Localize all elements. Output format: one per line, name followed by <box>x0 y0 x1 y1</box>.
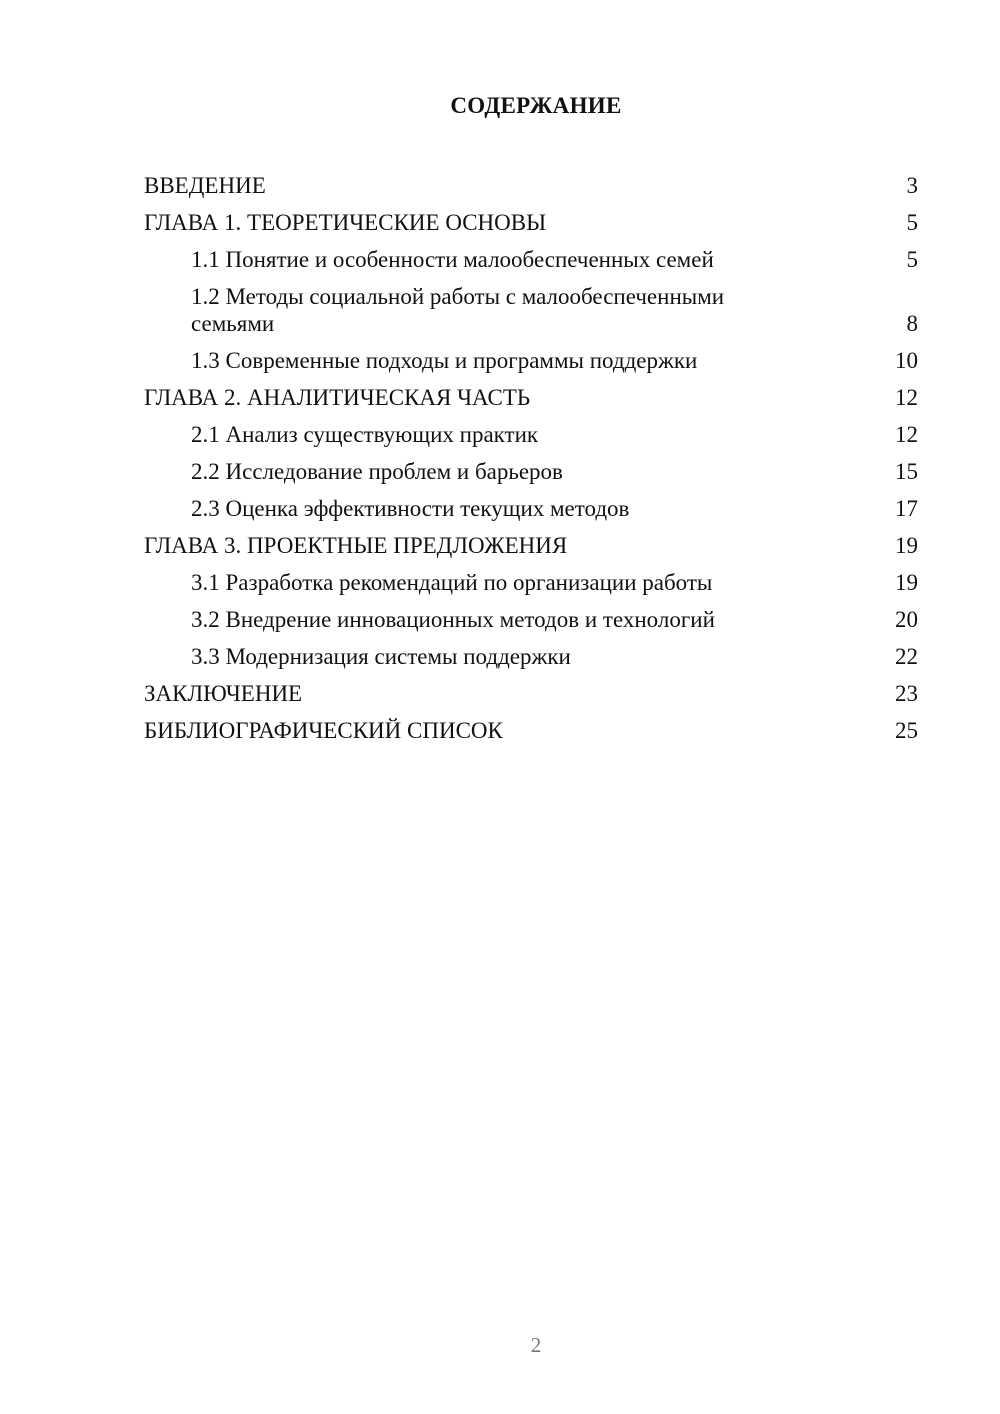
table-of-contents <box>144 167 918 749</box>
toc-entry-page: 25 <box>895 718 918 743</box>
toc-entry-page: 23 <box>895 681 918 706</box>
toc-entry-label: ГЛАВА 2. АНАЛИТИЧЕСКАЯ ЧАСТЬ <box>144 385 531 410</box>
toc-entry-section-1-3[interactable] <box>144 342 918 379</box>
toc-entry-section-1-2[interactable] <box>144 278 918 342</box>
page-title: СОДЕРЖАНИЕ <box>450 93 622 118</box>
toc-entry-section-2-1[interactable] <box>144 416 918 453</box>
toc-entry-page: 3 <box>906 173 918 198</box>
toc-entry-page: 5 <box>906 210 918 235</box>
toc-entry-chapter-2[interactable] <box>144 379 918 416</box>
toc-entry-section-3-3[interactable] <box>144 638 918 675</box>
toc-entry-page: 22 <box>895 644 918 669</box>
toc-entry-label: 3.1 Разработка рекомендаций по организации работы <box>191 570 713 595</box>
toc-entry-bibliography[interactable] <box>144 712 918 749</box>
toc-entry-section-2-3[interactable] <box>144 490 918 527</box>
toc-entry-chapter-1[interactable] <box>144 204 918 241</box>
toc-entry-section-3-1[interactable] <box>144 564 918 601</box>
toc-entry-label: 3.3 Модернизация системы поддержки <box>191 644 571 669</box>
toc-entry-label: 2.1 Анализ существующих практик <box>191 422 539 447</box>
toc-entry-page: 8 <box>906 311 918 336</box>
toc-entry-section-2-2[interactable] <box>144 453 918 490</box>
toc-entry-introduction[interactable] <box>144 167 918 204</box>
toc-entry-section-1-1[interactable] <box>144 241 918 278</box>
toc-entry-section-3-2[interactable] <box>144 601 918 638</box>
toc-entry-page: 12 <box>895 422 918 447</box>
toc-entry-page: 20 <box>895 607 918 632</box>
toc-entry-page: 5 <box>906 247 918 272</box>
toc-entry-label: ГЛАВА 1. ТЕОРЕТИЧЕСКИЕ ОСНОВЫ <box>144 210 547 235</box>
toc-entry-page: 12 <box>895 385 918 410</box>
toc-entry-label: 1.2 Методы социальной работы с малообеспеченными семьями <box>191 284 725 336</box>
toc-entry-label: 2.3 Оценка эффективности текущих методов <box>191 496 630 521</box>
toc-entry-label: 3.2 Внедрение инновационных методов и технологий <box>191 607 715 632</box>
toc-entry-chapter-3[interactable] <box>144 527 918 564</box>
toc-entry-label: ВВЕДЕНИЕ <box>144 173 266 198</box>
toc-entry-label: БИБЛИОГРАФИЧЕСКИЙ СПИСОК <box>144 718 503 743</box>
toc-entry-page: 15 <box>895 459 918 484</box>
toc-entry-page: 19 <box>895 533 918 558</box>
toc-entry-label: 1.3 Современные подходы и программы поддержки <box>191 348 698 373</box>
page-number: 2 <box>530 1333 542 1357</box>
toc-entry-label: ЗАКЛЮЧЕНИЕ <box>144 681 303 706</box>
toc-entry-label: 2.2 Исследование проблем и барьеров <box>191 459 563 484</box>
toc-entry-label: 1.1 Понятие и особенности малообеспеченных семей <box>191 247 714 272</box>
toc-entry-label: ГЛАВА 3. ПРОЕКТНЫЕ ПРЕДЛОЖЕНИЯ <box>144 533 568 558</box>
toc-entry-page: 17 <box>895 496 918 521</box>
toc-entry-conclusion[interactable] <box>144 675 918 712</box>
toc-entry-page: 19 <box>895 570 918 595</box>
toc-entry-page: 10 <box>895 348 918 373</box>
